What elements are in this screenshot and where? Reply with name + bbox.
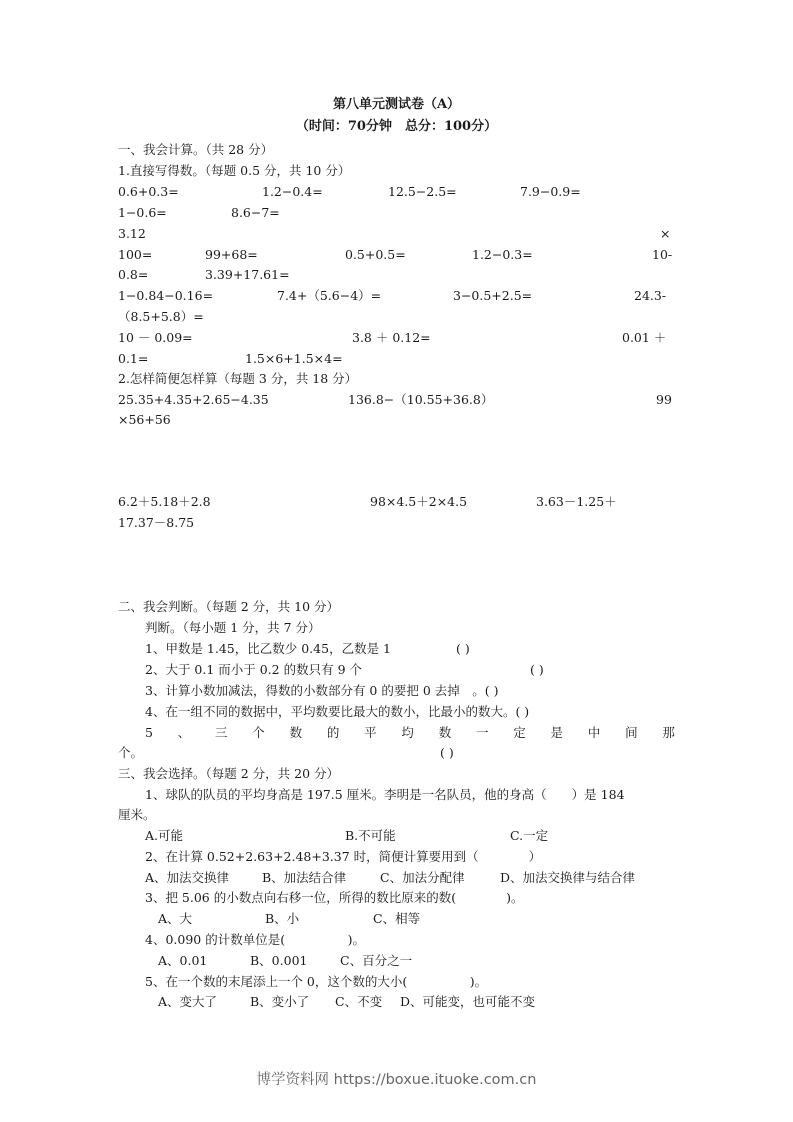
- section2-sub-heading: 判断。（每小题 1 分，共 7 分）: [145, 620, 321, 635]
- char: 一: [475, 725, 489, 740]
- footer-watermark: 博学资料网 https://boxue.ituoke.com.cn: [256, 1072, 537, 1088]
- calc-item: （8.5+5.8）=: [118, 309, 204, 324]
- char: 的: [326, 725, 340, 740]
- choice-option[interactable]: B.不可能: [345, 828, 396, 843]
- calc-item: 3.8 ＋ 0.12=: [352, 330, 431, 345]
- choice-option[interactable]: B、0.001: [250, 953, 308, 968]
- judge-item-5-line1: [145, 725, 675, 741]
- calc-item: 6.2＋5.18＋2.8: [118, 494, 211, 509]
- choice-option[interactable]: B、加法结合律: [262, 870, 347, 885]
- section1-heading: 一、我会计算。（共 28 分）: [118, 142, 274, 157]
- calc-item: 0.8=: [118, 267, 149, 282]
- choice-option[interactable]: B、小: [265, 911, 300, 926]
- choice-option[interactable]: A、0.01: [158, 953, 208, 968]
- char: 均: [401, 725, 414, 740]
- section2-heading: 二、我会判断。（每题 2 分，共 10 分）: [118, 599, 340, 614]
- char: 数: [438, 725, 452, 740]
- char: 5: [145, 725, 153, 740]
- calc-item: 99: [656, 392, 672, 407]
- char: 个: [252, 725, 265, 740]
- calc-item: ×56+56: [118, 412, 171, 427]
- page-subtitle: （时间：70分钟 总分：100分）: [295, 119, 498, 134]
- choice-question: 厘米。: [118, 807, 156, 822]
- choice-question: 1、球队的队员的平均身高是 197.5 厘米。李明是一名队员，他的身高（ ）是 184: [145, 787, 625, 802]
- calc-item: 1.2−0.3=: [472, 247, 533, 262]
- judge-item: 4、在一组不同的数据中，平均数要比最大的数小，比最小的数大。( ): [145, 704, 530, 719]
- choice-question: 5、在一个数的末尾添上一个 0，这个数的大小( )。: [145, 974, 488, 989]
- calc-item: 1−0.84−0.16=: [118, 288, 214, 303]
- calc-item: 7.9−0.9=: [520, 184, 581, 199]
- calc-item: 8.6−7=: [231, 205, 280, 220]
- char: 平: [364, 725, 377, 740]
- judge-item-5-line2: 个。: [118, 745, 144, 760]
- calc-item: 98×4.5＋2×4.5: [370, 494, 468, 509]
- choice-question: 3、把 5.06 的小数点向右移一位，所得的数比原来的数( )。: [145, 890, 524, 905]
- calc-item: 1−0.6=: [118, 205, 167, 220]
- calc-item: 10-: [652, 247, 673, 262]
- calc-item: 10 － 0.09=: [118, 330, 193, 345]
- choice-option[interactable]: C、不变: [335, 994, 383, 1009]
- calc-item: 1.2−0.4=: [262, 184, 323, 199]
- choice-option[interactable]: C、相等: [373, 911, 421, 926]
- choice-option[interactable]: D、可能变，也可能不变: [400, 994, 536, 1009]
- judge-item: 1、甲数是 1.45，比乙数少 0.45，乙数是 1: [145, 641, 391, 656]
- judge-item: 2、大于 0.1 而小于 0.2 的数只有 9 个: [145, 662, 363, 677]
- choice-option[interactable]: A、加法交换律: [145, 870, 230, 885]
- choice-option[interactable]: A.可能: [145, 828, 184, 843]
- choice-question: 4、0.090 的计数单位是( )。: [145, 932, 365, 947]
- char: 三: [215, 725, 228, 740]
- char: 定: [513, 725, 526, 740]
- calc-item: 99+68=: [205, 247, 258, 262]
- calc-item: 17.37－8.75: [118, 515, 195, 530]
- answer-bracket[interactable]: ( ): [530, 662, 544, 677]
- choice-option[interactable]: C、百分之一: [340, 953, 413, 968]
- calc-item: 24.3-: [634, 288, 667, 303]
- section3-heading: 三、我会选择。（每题 2 分，共 20 分）: [118, 766, 340, 781]
- judge-item: 3、计算小数加减法，得数的小数部分有 0 的要把 0 去掉 。( ): [145, 683, 499, 698]
- calc-item: 3.39+17.61=: [205, 267, 290, 282]
- char: 那: [662, 725, 675, 740]
- choice-option[interactable]: B、变小了: [250, 994, 310, 1009]
- choice-option[interactable]: A、大: [158, 911, 193, 926]
- calc-item: 0.01 ＋: [622, 330, 667, 345]
- calc-item: 3.63－1.25＋: [536, 494, 617, 509]
- choice-question: 2、在计算 0.52+2.63+2.48+3.37 时，简便计算要用到（ ）: [145, 849, 542, 864]
- answer-bracket[interactable]: ( ): [440, 745, 454, 760]
- calc-item: 12.5−2.5=: [388, 184, 457, 199]
- choice-option[interactable]: A、变大了: [158, 994, 218, 1009]
- calc-item: 7.4+（5.6−4）=: [277, 288, 382, 303]
- char: 是: [550, 725, 564, 740]
- calc-item: 25.35+4.35+2.65−4.35: [118, 392, 269, 407]
- calc-item: 100=: [118, 247, 153, 262]
- answer-bracket[interactable]: ( ): [456, 641, 470, 656]
- char: 中: [587, 725, 601, 740]
- section1-part2-heading: 2.怎样简便怎样算（每题 3 分，共 18 分）: [118, 371, 358, 386]
- choice-option[interactable]: C、加法分配律: [380, 870, 465, 885]
- choice-option[interactable]: C.一定: [510, 828, 549, 843]
- calc-item: 0.5+0.5=: [345, 247, 406, 262]
- page-title: 第八单元测试卷（A）: [332, 97, 461, 112]
- section1-part1-heading: 1.直接写得数。（每题 0.5 分，共 10 分）: [118, 163, 351, 178]
- calc-item: 136.8−（10.55+36.8）: [348, 392, 494, 407]
- char: 、: [177, 725, 191, 740]
- calc-item: 0.6+0.3=: [118, 184, 179, 199]
- choice-option[interactable]: D、加法交换律与结合律: [500, 870, 636, 885]
- calc-item: 1.5×6+1.5×4=: [245, 351, 343, 366]
- calc-item: 3.12: [118, 226, 146, 241]
- char: 数: [289, 725, 303, 740]
- char: 间: [625, 725, 638, 740]
- calc-item: 3−0.5+2.5=: [453, 288, 533, 303]
- calc-item: ×: [660, 226, 671, 241]
- calc-item: 0.1=: [118, 351, 149, 366]
